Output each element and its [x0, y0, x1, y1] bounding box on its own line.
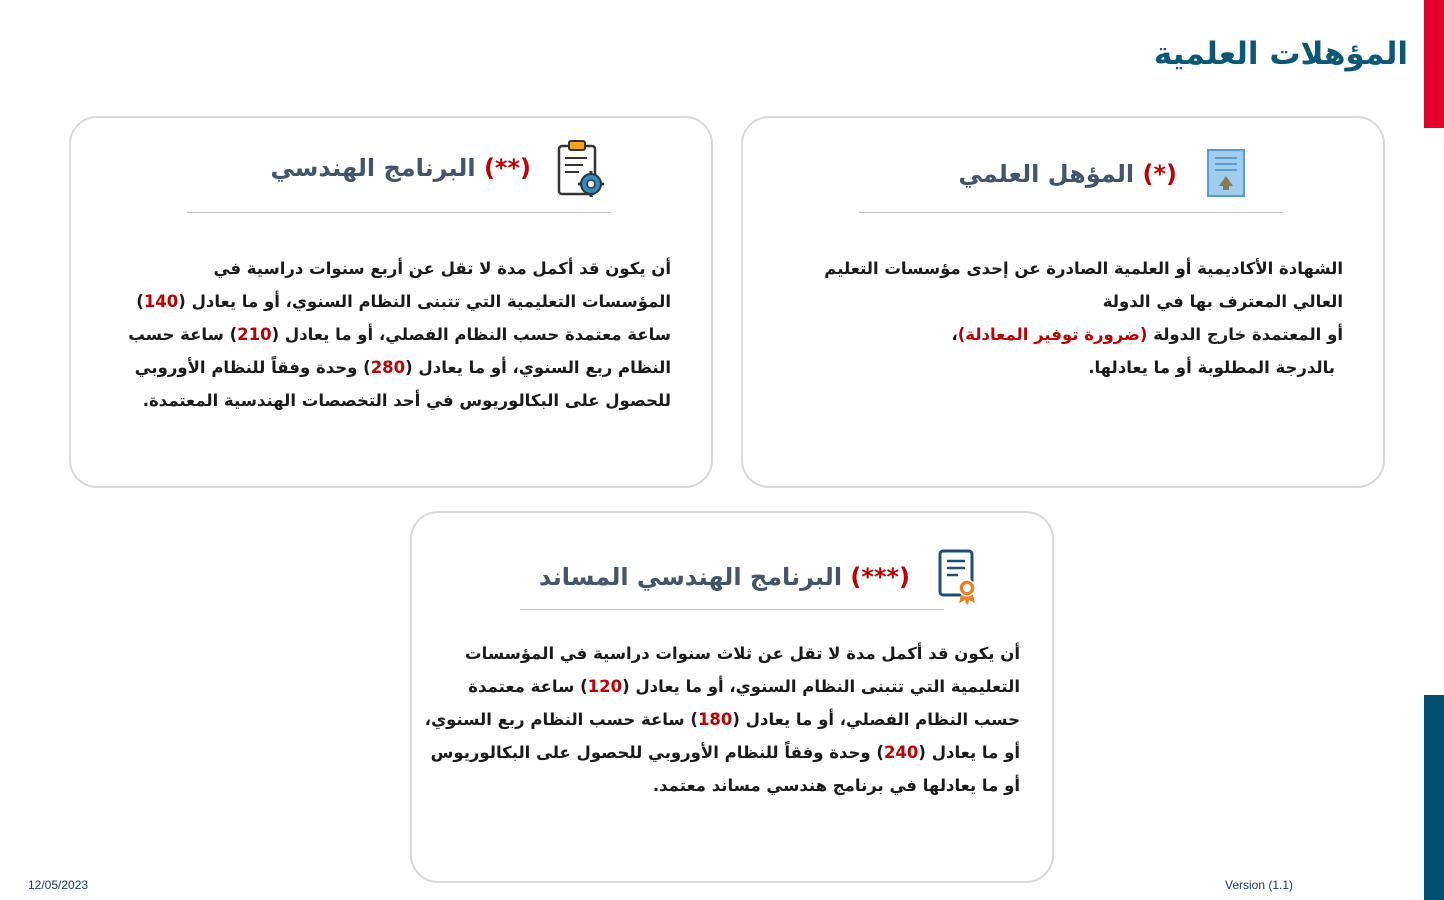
body-text: ، [951, 325, 958, 344]
body-text: ) ساعة معتمدة حسب النظام الفصلي، أو ما يعادل ( [136, 292, 671, 344]
hours-value: 140 [143, 292, 179, 311]
card-supporting-title [539, 563, 910, 591]
card-engineering [69, 116, 713, 488]
body-text: ) وحدة وفقاً للنظام الأوروبي للحصول على البكالوريوس في أحد التخصصات الهندسية المعتمدة. [134, 358, 671, 410]
body-text: ) ساعة حسب النظام ربع السنوي، أو ما يعادل ( [128, 325, 671, 377]
page-title: المؤهلات العلمية [1153, 36, 1408, 72]
equivalency-note: (ضرورة توفير المعادلة) [957, 325, 1148, 344]
card-supporting-body [420, 637, 1020, 802]
card-engineering-header [270, 136, 607, 200]
footnote-mark: (**) [483, 154, 531, 182]
card-qualification [741, 116, 1385, 488]
footnote-mark: (***) [850, 563, 910, 591]
card-supporting [410, 511, 1054, 883]
title-text: البرنامج الهندسي المساند [538, 563, 843, 591]
card-divider [187, 212, 611, 213]
footnote-mark: (*) [1142, 160, 1177, 188]
card-qualification-title [958, 160, 1177, 188]
body-line: العالي المعترف بها في الدولة [1102, 292, 1343, 311]
units-value: 280 [370, 358, 406, 377]
card-divider [859, 212, 1283, 213]
body-line [783, 318, 1343, 351]
card-engineering-body [126, 252, 671, 417]
card-qualification-body [783, 252, 1343, 384]
hours-value: 120 [587, 677, 623, 696]
body-line: بالدرجة المطلوبة أو ما يعادلها. [1088, 358, 1335, 377]
title-text: المؤهل العلمي [958, 160, 1135, 188]
body-text: ) ساعة معتمدة حسب النظام الفصلي، أو ما يعادل ( [468, 677, 1020, 729]
clipboard-gear-icon [553, 136, 607, 200]
hours-value: 210 [237, 325, 272, 344]
accent-bar-red [1424, 0, 1444, 128]
accent-bar-teal [1424, 695, 1444, 900]
body-text: أن يكون قد أكمل مدة لا تقل عن ثلاث سنوات دراسية في المؤسسات التعليمية التي تتبنى النظام السنوي، أو ما يعادل ( [465, 644, 1020, 696]
hours-value: 180 [697, 710, 733, 729]
body-text: أو المعتمدة خارج الدولة [1147, 325, 1343, 344]
certificate-document-icon [1199, 142, 1253, 206]
card-qualification-header [958, 142, 1253, 206]
body-text: أن يكون قد أكمل مدة لا تقل عن أربع سنوات دراسية في المؤسسات التعليمية التي تتبنى النظام السنوي، أو ما يعادل ( [178, 259, 671, 311]
footer-date: 12/05/2023 [28, 878, 89, 892]
award-certificate-icon [932, 545, 986, 609]
title-text: البرنامج الهندسي [270, 154, 476, 182]
footer-version: Version (1.1) [1225, 878, 1294, 892]
units-value: 240 [883, 743, 919, 762]
card-divider [520, 609, 944, 610]
body-text: ) وحدة وفقاً للنظام الأوروبي للحصول على البكالوريوس أو ما يعادلها في برنامج هندسي مساند معتمد. [430, 743, 1020, 795]
card-engineering-title [270, 154, 531, 182]
card-supporting-header [539, 545, 986, 609]
body-text: ) ساعة حسب النظام ربع السنوي، أو ما يعادل ( [424, 710, 1020, 762]
body-line: الشهادة الأكاديمية أو العلمية الصادرة عن إحدى مؤسسات التعليم [824, 259, 1343, 278]
